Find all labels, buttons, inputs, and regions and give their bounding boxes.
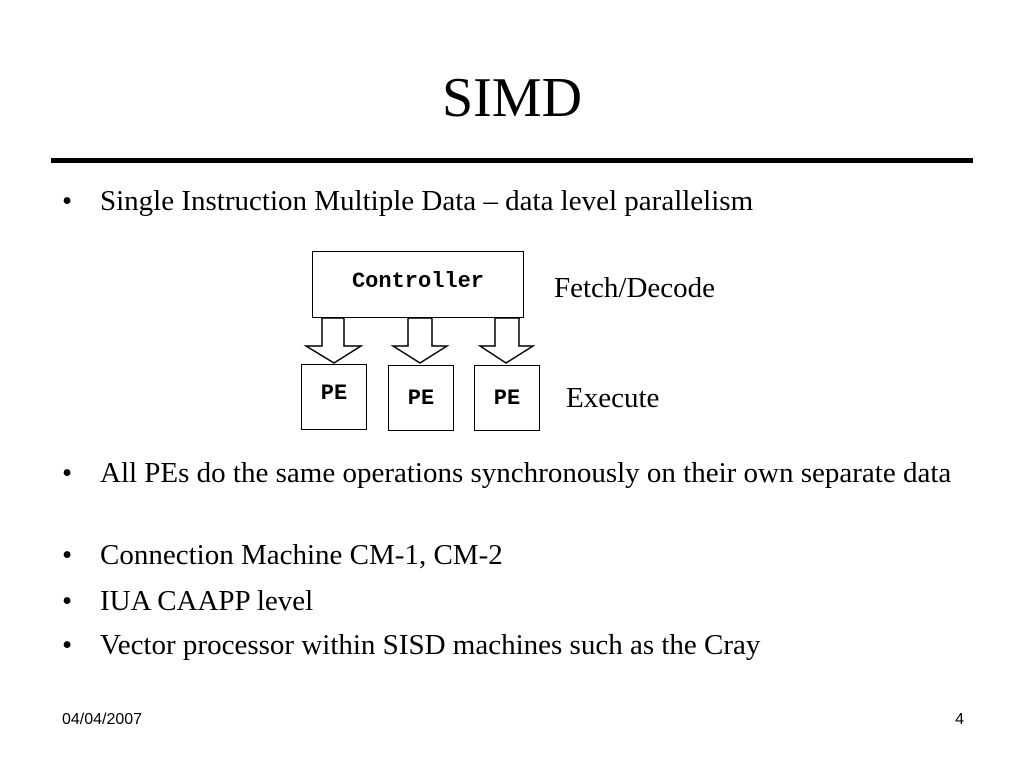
title-divider — [51, 158, 973, 163]
controller-box: Controller — [312, 251, 524, 318]
footer-date: 04/04/2007 — [62, 711, 143, 728]
pe-box: PE — [388, 365, 454, 431]
bullet-item: • Vector processor within SISD machines such as the Cray — [100, 628, 960, 663]
slide-title: SIMD — [441, 67, 583, 129]
fetch-decode-label: Fetch/Decode — [554, 272, 716, 304]
execute-label: Execute — [566, 382, 660, 414]
bullet-item: • Single Instruction Multiple Data – data level parallelism — [100, 184, 960, 219]
pe-box: PE — [301, 364, 367, 430]
bullet-item: • All PEs do the same operations synchronously on their own separate data — [100, 456, 960, 491]
page-number: 4 — [955, 711, 964, 728]
down-arrow-icon — [480, 318, 533, 363]
bullet-item: • Connection Machine CM-1, CM-2 — [100, 538, 960, 573]
bullet-item: • IUA CAAPP level — [100, 584, 960, 619]
pe-box: PE — [474, 365, 540, 431]
down-arrow-icon — [393, 318, 447, 363]
down-arrow-icon — [306, 318, 361, 363]
